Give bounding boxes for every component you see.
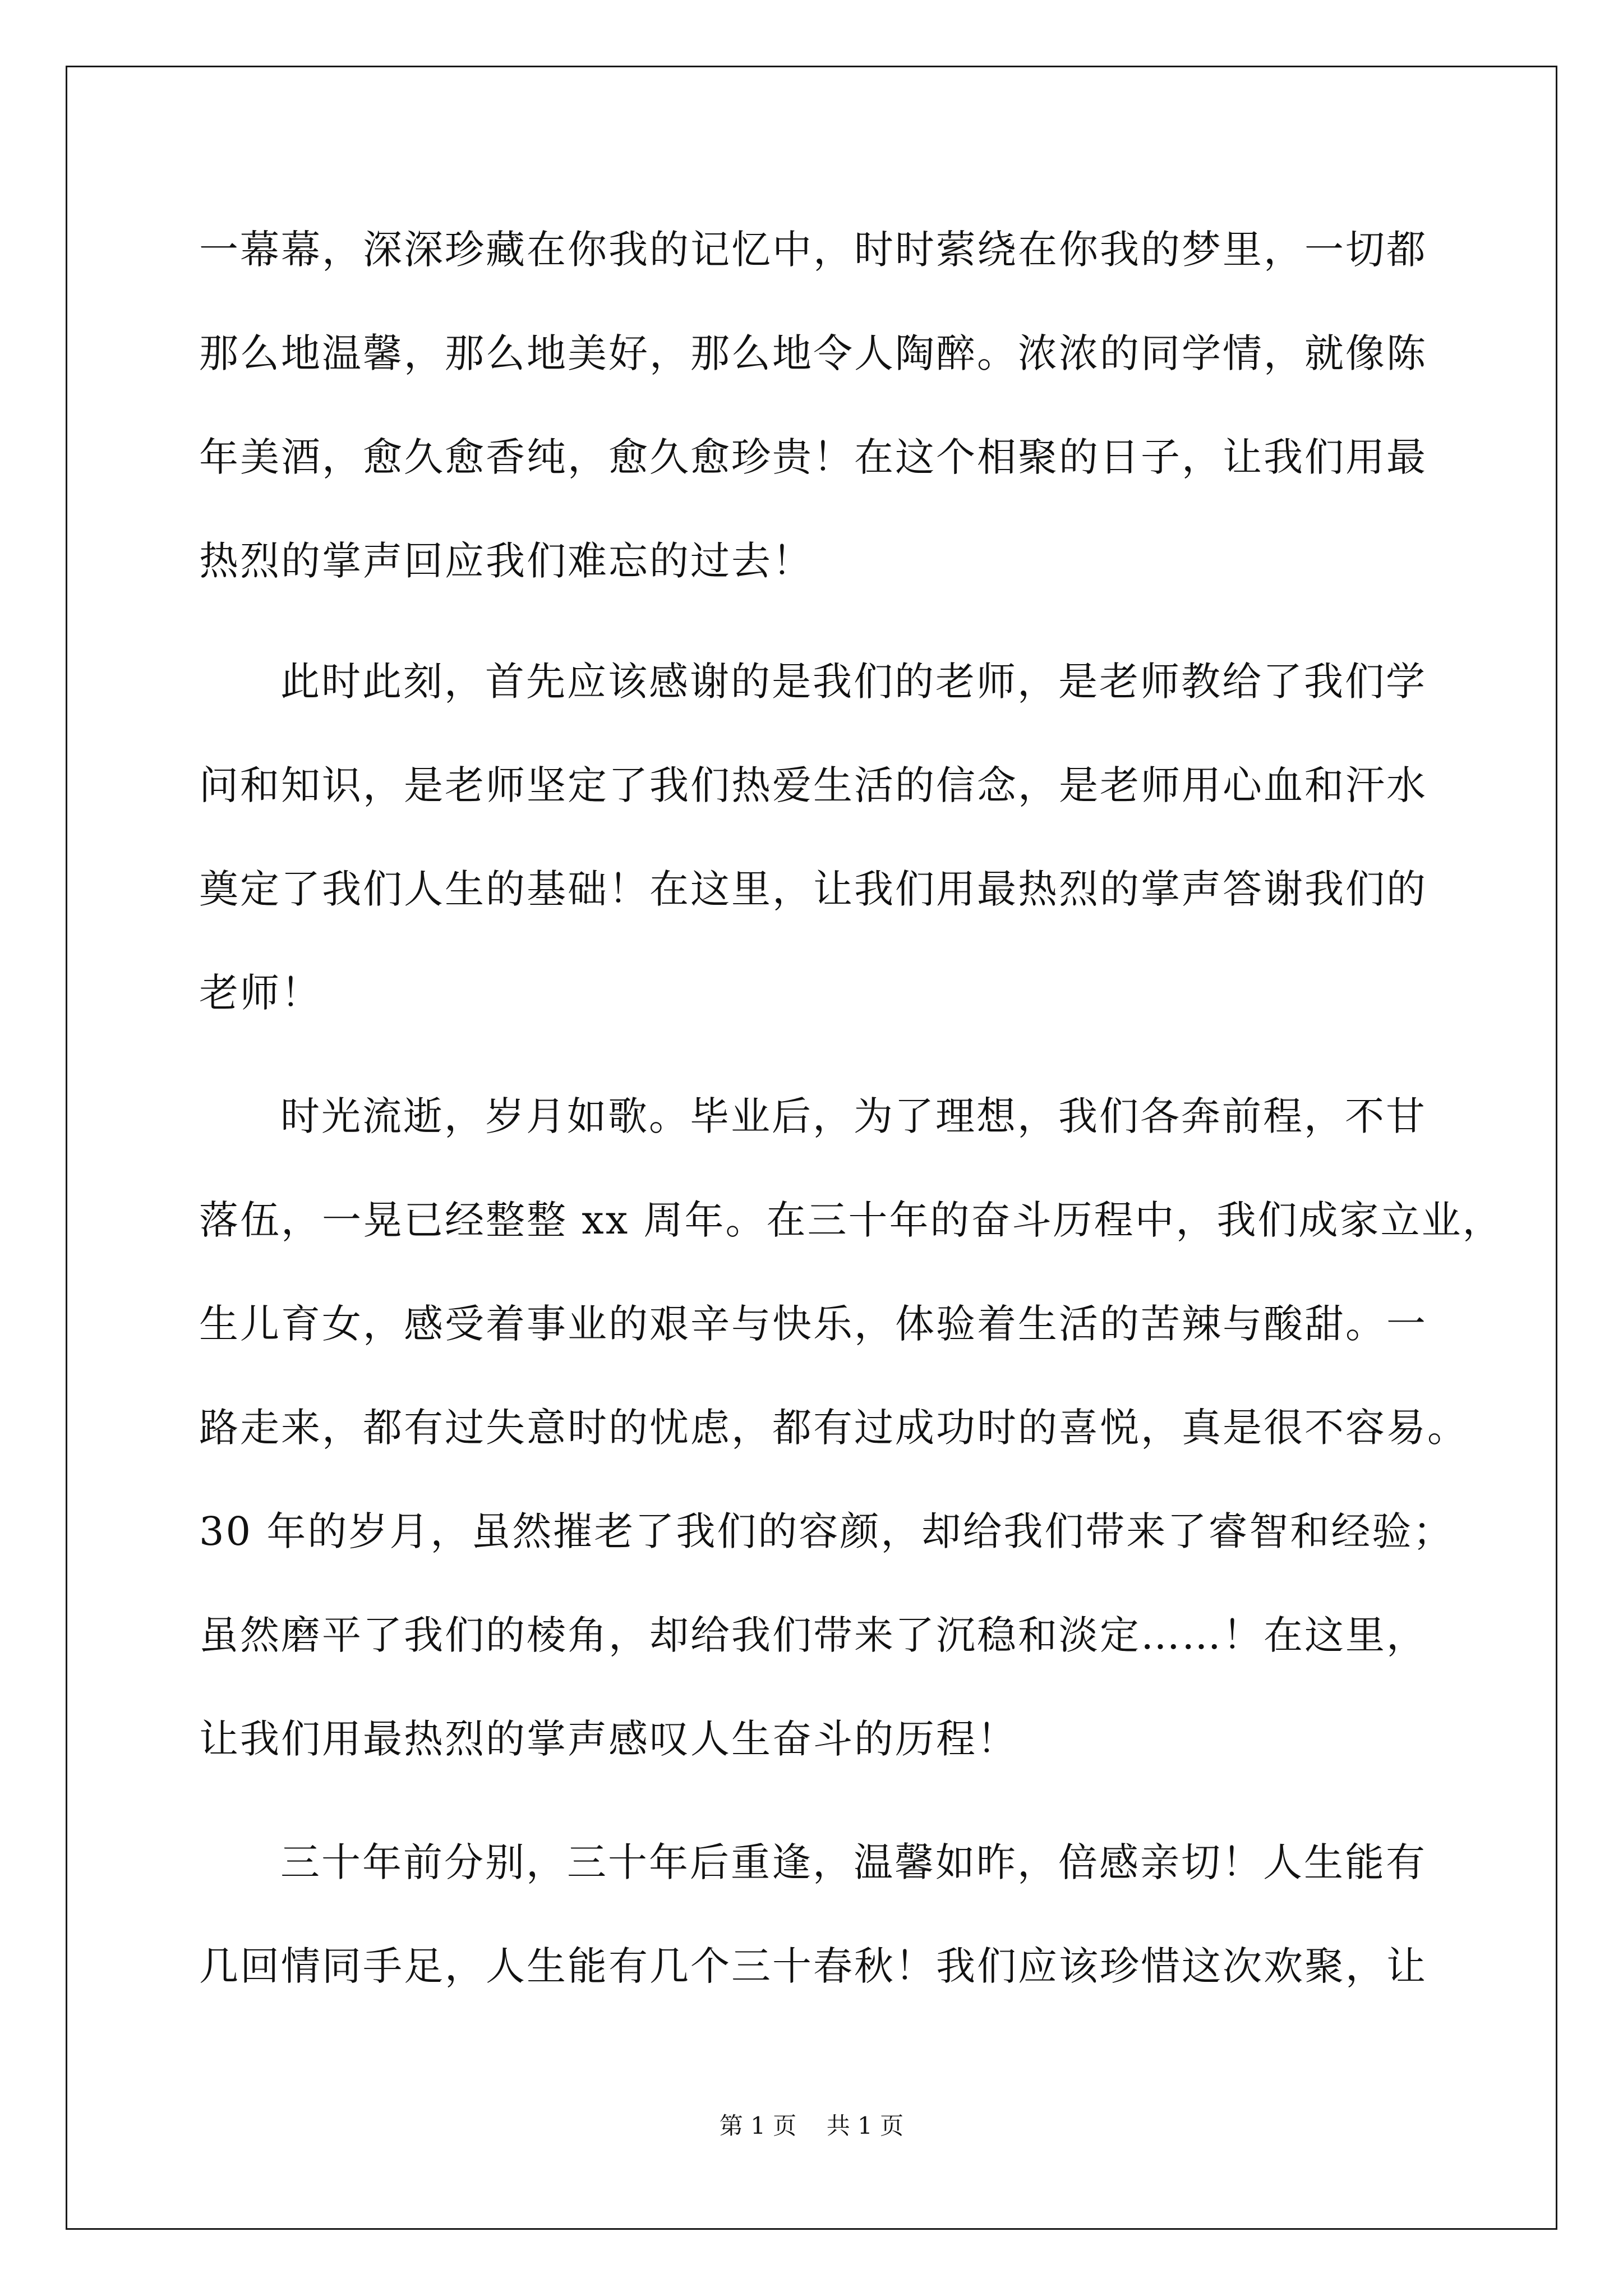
text-line: 热烈的掌声回应我们难忘的过去！ — [199, 538, 813, 584]
text-line: 奠定了我们人生的基础！在这里，让我们用最热烈的掌声答谢我们的 — [199, 866, 1427, 912]
text-line: 老师！ — [199, 970, 322, 1016]
text-line: 生儿育女，感受着事业的艰辛与快乐，体验着生活的苦辣与酸甜。一 — [199, 1301, 1427, 1347]
text-line: 几回情同手足，人生能有几个三十春秋！我们应该珍惜这次欢聚，让 — [199, 1943, 1427, 1989]
page-footer — [0, 2109, 1623, 2143]
text-line: 一幕幕，深深珍藏在你我的记忆中，时时萦绕在你我的梦里，一切都 — [199, 227, 1427, 273]
page-total: 共 1 页 — [826, 2112, 904, 2139]
text-line: 落伍，一晃已经整整 xx 周年。在三十年的奋斗历程中，我们成家立业， — [199, 1197, 1504, 1243]
text-line: 让我们用最热烈的掌声感叹人生奋斗的历程！ — [199, 1716, 1018, 1762]
text-line: 路走来，都有过失意时的忧虑，都有过成功时的喜悦，真是很不容易。 — [199, 1405, 1468, 1451]
text-line: 30 年的岁月，虽然摧老了我们的容颜，却给我们带来了睿智和经验； — [199, 1508, 1454, 1554]
page-number: 第 1 页 — [719, 2112, 797, 2139]
paragraph-first-line: 三十年前分别，三十年后重逢，温馨如昨，倍感亲切！人生能有 — [280, 1839, 1427, 1885]
text-line: 那么地温馨，那么地美好，那么地令人陶醉。浓浓的同学情，就像陈 — [199, 330, 1427, 376]
text-line: 年美酒，愈久愈香纯，愈久愈珍贵！在这个相聚的日子，让我们用最 — [199, 434, 1427, 480]
paragraph-first-line: 时光流逝，岁月如歌。毕业后，为了理想，我们各奔前程，不甘 — [280, 1093, 1427, 1139]
paragraph-first-line: 此时此刻，首先应该感谢的是我们的老师，是老师教给了我们学 — [280, 659, 1427, 705]
text-line: 虽然磨平了我们的棱角，却给我们带来了沉稳和淡定……！在这里， — [199, 1612, 1427, 1658]
text-line: 问和知识，是老师坚定了我们热爱生活的信念，是老师用心血和汗水 — [199, 762, 1427, 808]
